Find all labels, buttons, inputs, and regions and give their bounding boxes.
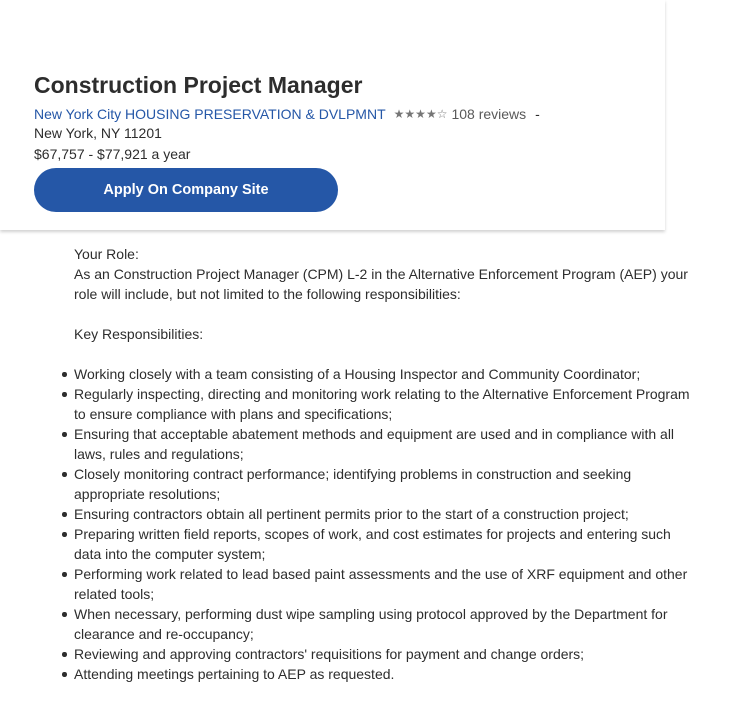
role-text: As an Construction Project Manager (CPM) L-2 in the Alternative Enforcement Program (AEP) your role will include, but not limited to the following responsibilities: (74, 266, 688, 302)
list-item: Attending meetings pertaining to AEP as requested. (74, 664, 694, 684)
list-item: Ensuring contractors obtain all pertinent permits prior to the start of a construction project; (74, 504, 694, 524)
star-full-icon: ★ (404, 107, 416, 121)
job-title: Construction Project Manager (34, 72, 363, 98)
list-item: Closely monitoring contract performance; identifying problems in construction and seeking appropriate resolutions; (74, 464, 694, 504)
role-heading: Your Role: (74, 246, 139, 262)
rating-stars[interactable] (394, 107, 448, 121)
job-location: New York, NY 11201 (34, 125, 162, 141)
list-item: Regularly inspecting, directing and monitoring work relating to the Alternative Enforcement Program to ensure compliance with plans and specifications; (74, 384, 694, 424)
star-full-icon: ★ (393, 107, 405, 121)
star-full-icon: ★ (415, 107, 426, 121)
spacer (74, 304, 694, 324)
star-full-icon: ★ (425, 107, 437, 121)
job-header (0, 0, 665, 230)
job-salary: $67,757 - $77,921 a year (34, 146, 191, 162)
list-item: Ensuring that acceptable abatement methods and equipment are used and in compliance with all laws, rules and regulations; (74, 424, 694, 464)
company-line (34, 106, 540, 122)
list-item: Working closely with a team consisting of a Housing Inspector and Community Coordinator; (74, 364, 694, 384)
list-item: Preparing written field reports, scopes of work, and cost estimates for projects and entering such data into the computer system; (74, 524, 694, 564)
responsibilities-heading: Key Responsibilities: (74, 326, 204, 342)
list-item: Reviewing and approving contractors' requisitions for payment and change orders; (74, 644, 694, 664)
list-item: Performing work related to lead based paint assessments and the use of XRF equipment and other related tools; (74, 564, 694, 604)
apply-button[interactable]: Apply On Company Site (34, 168, 338, 212)
spacer (74, 344, 694, 364)
reviews-link[interactable]: 108 reviews (451, 106, 527, 122)
star-empty-icon: ☆ (436, 107, 448, 121)
list-item: When necessary, performing dust wipe sampling using protocol approved by the Department for clearance and re-occupancy; (74, 604, 694, 644)
separator: - (535, 106, 540, 122)
company-link[interactable]: New York City HOUSING PRESERVATION & DVLPMNT (34, 106, 386, 122)
responsibilities-list (74, 364, 694, 684)
job-description (74, 244, 694, 684)
